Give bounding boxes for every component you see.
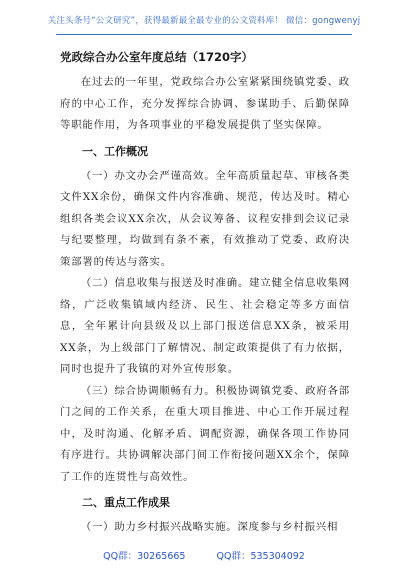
document-title: 党政综合办公室年度总结（1720字） xyxy=(60,50,254,64)
document-body xyxy=(60,49,350,539)
footer-qq-group-2: QQ群：535304092 xyxy=(216,551,305,562)
paragraph-information-reporting: （二）信息收集与报送及时准确。建立健全信息收集网络，广泛收集镇域内经济、民生、社会稳定等多方面信息，全年累计向县级及以上部门报送信息XX条，被采用XX条，为上级部门了解情况、制定政策提供了有力依据，同时也提升了我镇的对外宣传形象。 xyxy=(60,277,350,375)
section-heading-overview: 一、工作概况 xyxy=(82,144,148,158)
header-banner: 关注头条号“公文研究”，获得最新最全最专业的公文资料库！ 微信：gongwenyj xyxy=(47,16,361,26)
footer-contacts xyxy=(0,548,408,562)
paragraph-rural-revitalization: （一）助力乡村振兴战略实施。深度参与乡村振兴相 xyxy=(80,521,339,533)
header-divider xyxy=(56,34,352,35)
footer-qq-group-1: QQ群：30265665 xyxy=(103,551,186,562)
section-heading-achievements: 二、重点工作成果 xyxy=(82,496,170,509)
paragraph-coordination: （三）综合协调顺畅有力。积极协调镇党委、政府各部门之间的工作关系，在重大项目推进、中心工作开展过程中，及时沟通、化解矛盾、调配资源，确保各项工作协同有序进行。共协调解决部门间工作衔接问题XX余个，保障了工作的连贯性与高效性。 xyxy=(60,384,350,483)
intro-paragraph: 在过去的一年里，党政综合办公室紧紧围绕镇党委、政府的中心工作，充分发挥综合协调、参谋助手、后勤保障等职能作用，为各项事业的平稳发展提供了坚实保障。 xyxy=(60,76,350,131)
paragraph-documents-meetings: （一）办文办会严谨高效。全年高质量起草、审核各类文件XX余份，确保文件内容准确、规范，传达及时。精心组织各类会议XX余次，从会议筹备、议程安排到会议记录与纪要整理，均做到有条不紊，有效推动了党委、政府决策部署的传达与落实。 xyxy=(60,169,350,268)
